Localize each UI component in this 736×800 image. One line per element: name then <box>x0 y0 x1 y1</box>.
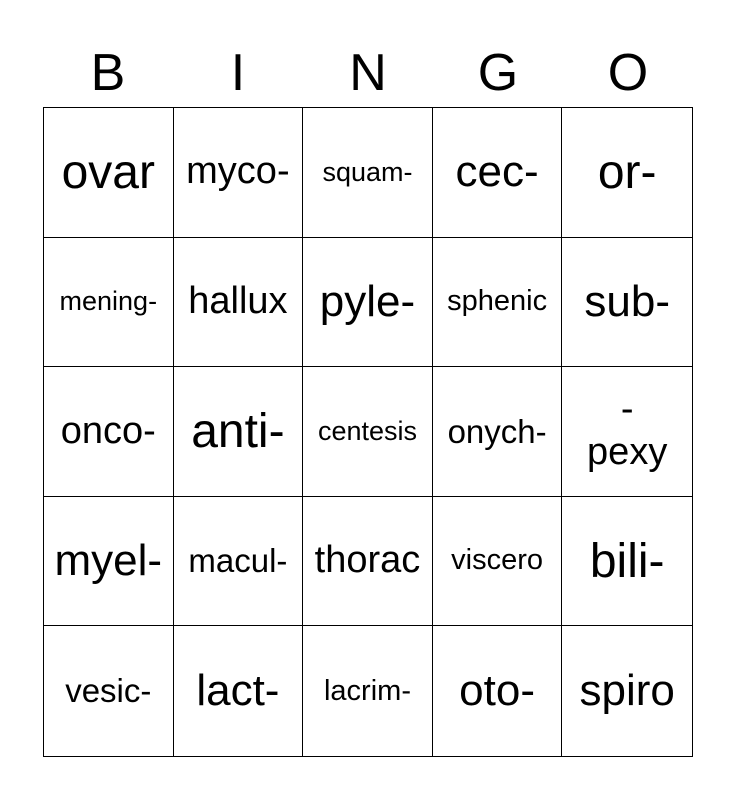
header-letter-g: G <box>477 44 519 102</box>
bingo-cell[interactable]: or- <box>562 108 692 238</box>
bingo-grid <box>43 107 693 757</box>
bingo-cell[interactable]: squam- <box>303 108 433 238</box>
bingo-cell[interactable]: thorac <box>303 497 433 627</box>
bingo-cell[interactable]: ovar <box>44 108 174 238</box>
bingo-cell[interactable]: onco- <box>44 367 174 497</box>
bingo-cell[interactable]: viscero <box>433 497 563 627</box>
bingo-cell[interactable]: vesic- <box>44 626 174 756</box>
header-letter-i: I <box>230 44 246 102</box>
bingo-cell[interactable]: cec- <box>433 108 563 238</box>
bingo-cell[interactable]: macul- <box>174 497 304 627</box>
bingo-cell[interactable]: - pexy <box>562 367 692 497</box>
bingo-cell[interactable]: myco- <box>174 108 304 238</box>
bingo-cell[interactable]: bili- <box>562 497 692 627</box>
bingo-cell[interactable]: centesis <box>303 367 433 497</box>
bingo-cell[interactable]: onych- <box>433 367 563 497</box>
bingo-cell[interactable]: lacrim- <box>303 626 433 756</box>
header-letter-n: N <box>349 44 387 102</box>
bingo-cell[interactable]: lact- <box>174 626 304 756</box>
bingo-header <box>43 40 693 106</box>
bingo-cell[interactable]: spiro <box>579 665 675 715</box>
bingo-cell[interactable]: sub- <box>562 238 692 368</box>
bingo-cell[interactable]: sphenic <box>433 238 563 368</box>
bingo-cell[interactable]: hallux <box>174 238 304 368</box>
bingo-cell[interactable]: oto- <box>433 626 563 756</box>
header-letter-o: O <box>607 44 649 102</box>
bingo-cell[interactable]: anti- <box>174 367 304 497</box>
bingo-cell[interactable]: myel- <box>44 497 174 627</box>
bingo-cell[interactable]: pyle- <box>303 238 433 368</box>
header-letter-b: B <box>90 44 126 102</box>
bingo-cell[interactable]: mening- <box>44 238 174 368</box>
